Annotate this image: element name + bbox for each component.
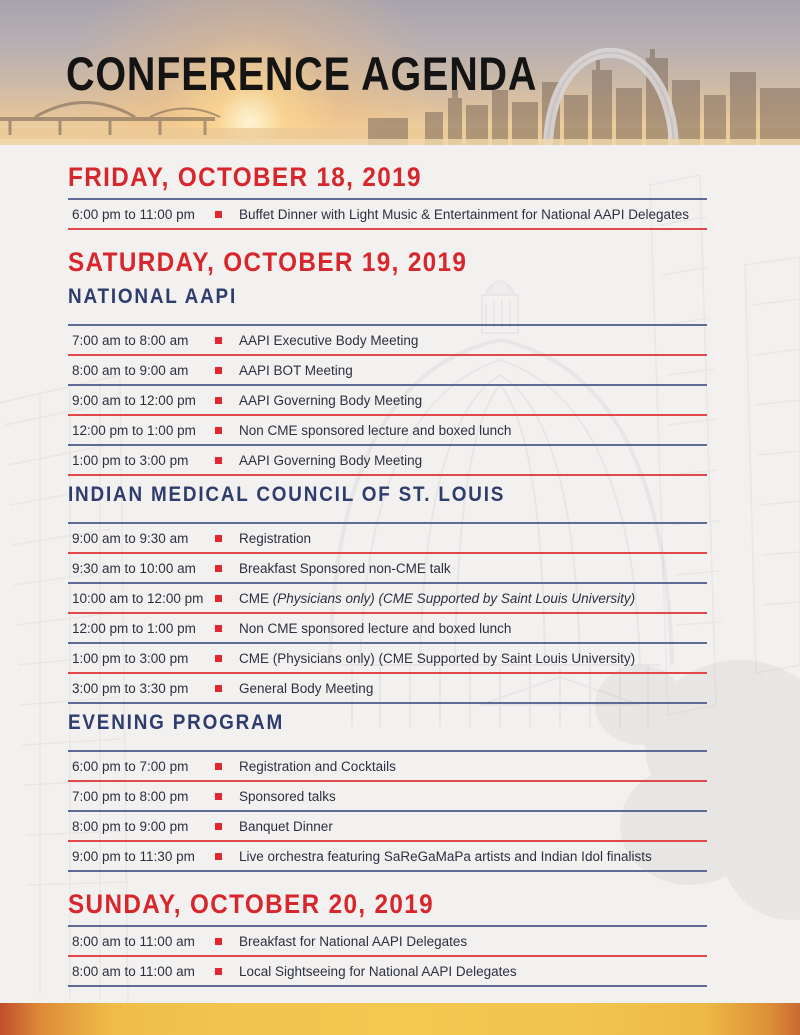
square-bullet-icon [215, 211, 222, 218]
event-table [68, 522, 707, 704]
event-row [68, 326, 707, 354]
event-row [68, 416, 707, 444]
event-time: 12:00 pm to 1:00 pm [72, 620, 196, 636]
event-description-text: CME (Physicians only) (CME Supported by Saint Louis University) [239, 650, 636, 666]
event-row [68, 200, 707, 228]
event-description-text: Non CME sponsored lecture and boxed lunch [239, 422, 512, 438]
event-time: 8:00 am to 11:00 am [72, 963, 195, 979]
divider-line [68, 870, 707, 872]
event-description [239, 423, 511, 438]
event-description-italic-text: (Physicians only) (CME Supported by Saint Louis University) [272, 590, 636, 606]
event-description [239, 591, 635, 606]
event-description-text: Registration [239, 530, 312, 546]
event-row [68, 812, 707, 840]
event-time: 8:00 am to 9:00 am [72, 362, 189, 378]
event-time: 9:00 am to 12:00 pm [72, 392, 196, 408]
subsection-heading: NATIONAL AAPI [68, 285, 238, 308]
event-description-text: Sponsored talks [239, 788, 336, 804]
event-row [68, 524, 707, 552]
square-bullet-icon [215, 685, 222, 692]
event-description-text: AAPI Executive Body Meeting [239, 332, 419, 348]
event-table [68, 324, 707, 476]
event-description [239, 849, 652, 864]
event-time: 7:00 am to 8:00 am [72, 332, 189, 348]
event-time: 7:00 pm to 8:00 pm [72, 788, 189, 804]
agenda-content [68, 145, 707, 987]
square-bullet-icon [215, 853, 222, 860]
divider-line [68, 474, 707, 476]
event-description [239, 453, 422, 468]
event-table [68, 750, 707, 872]
event-row [68, 446, 707, 474]
square-bullet-icon [215, 427, 222, 434]
event-description [239, 759, 396, 774]
event-description-text: Banquet Dinner [239, 818, 333, 834]
day-heading: SUNDAY, OCTOBER 20, 2019 [68, 889, 435, 919]
square-bullet-icon [215, 938, 222, 945]
footer-gradient-bar [0, 1003, 800, 1035]
event-description-text: Buffet Dinner with Light Music & Entertainment for National AAPI Delegates [239, 206, 689, 222]
event-description [239, 934, 467, 949]
square-bullet-icon [215, 625, 222, 632]
subsection-heading: INDIAN MEDICAL COUNCIL OF ST. LOUIS [68, 483, 506, 506]
square-bullet-icon [215, 823, 222, 830]
divider-line [68, 702, 707, 704]
event-description-text: Local Sightseeing for National AAPI Delegates [239, 963, 517, 979]
event-time: 6:00 pm to 7:00 pm [72, 758, 189, 774]
event-row [68, 752, 707, 780]
event-description [239, 621, 511, 636]
event-time: 1:00 pm to 3:00 pm [72, 452, 189, 468]
event-description-text: CME [239, 590, 273, 606]
square-bullet-icon [215, 655, 222, 662]
event-time: 12:00 pm to 1:00 pm [72, 422, 196, 438]
event-table [68, 925, 707, 987]
event-row [68, 614, 707, 642]
event-description [239, 819, 333, 834]
event-description [239, 561, 451, 576]
square-bullet-icon [215, 337, 222, 344]
event-row [68, 927, 707, 955]
event-row [68, 386, 707, 414]
event-row [68, 554, 707, 582]
event-description [239, 964, 517, 979]
event-description [239, 333, 418, 348]
event-time: 8:00 am to 11:00 am [72, 933, 195, 949]
event-description [239, 651, 635, 666]
divider-line [68, 228, 707, 230]
event-row [68, 356, 707, 384]
square-bullet-icon [215, 397, 222, 404]
header-photo [0, 0, 800, 145]
square-bullet-icon [215, 763, 222, 770]
square-bullet-icon [215, 367, 222, 374]
divider-line [68, 985, 707, 987]
event-description-text: Breakfast for National AAPI Delegates [239, 933, 468, 949]
event-row [68, 674, 707, 702]
event-time: 6:00 pm to 11:00 pm [72, 206, 195, 222]
event-description-text: General Body Meeting [239, 680, 374, 696]
day-heading: SATURDAY, OCTOBER 19, 2019 [68, 247, 468, 277]
event-description-text: AAPI Governing Body Meeting [239, 452, 423, 468]
event-description-text: Live orchestra featuring SaReGaMaPa artists and Indian Idol finalists [239, 848, 652, 864]
square-bullet-icon [215, 565, 222, 572]
event-description [239, 393, 422, 408]
subsection-heading: EVENING PROGRAM [68, 711, 285, 734]
event-time: 9:30 am to 10:00 am [72, 560, 196, 576]
event-description-text: Non CME sponsored lecture and boxed lunch [239, 620, 512, 636]
event-description [239, 681, 373, 696]
square-bullet-icon [215, 968, 222, 975]
event-row [68, 957, 707, 985]
event-row [68, 842, 707, 870]
event-description [239, 531, 311, 546]
square-bullet-icon [215, 595, 222, 602]
page-title: CONFERENCE AGENDA [66, 47, 538, 100]
event-row [68, 782, 707, 810]
event-description-text: AAPI BOT Meeting [239, 362, 353, 378]
event-description-text: Registration and Cocktails [239, 758, 396, 774]
event-time: 10:00 am to 12:00 pm [72, 590, 204, 606]
square-bullet-icon [215, 457, 222, 464]
square-bullet-icon [215, 793, 222, 800]
event-time: 9:00 am to 9:30 am [72, 530, 189, 546]
event-time: 8:00 pm to 9:00 pm [72, 818, 189, 834]
event-row [68, 644, 707, 672]
event-table [68, 198, 707, 230]
event-description-text: Breakfast Sponsored non-CME talk [239, 560, 451, 576]
event-description [239, 207, 689, 222]
event-time: 9:00 pm to 11:30 pm [72, 848, 195, 864]
event-description [239, 363, 353, 378]
event-time: 3:00 pm to 3:30 pm [72, 680, 189, 696]
event-time: 1:00 pm to 3:00 pm [72, 650, 189, 666]
event-description [239, 789, 336, 804]
event-description-text: AAPI Governing Body Meeting [239, 392, 423, 408]
square-bullet-icon [215, 535, 222, 542]
event-row [68, 584, 707, 612]
day-heading: FRIDAY, OCTOBER 18, 2019 [68, 162, 422, 192]
